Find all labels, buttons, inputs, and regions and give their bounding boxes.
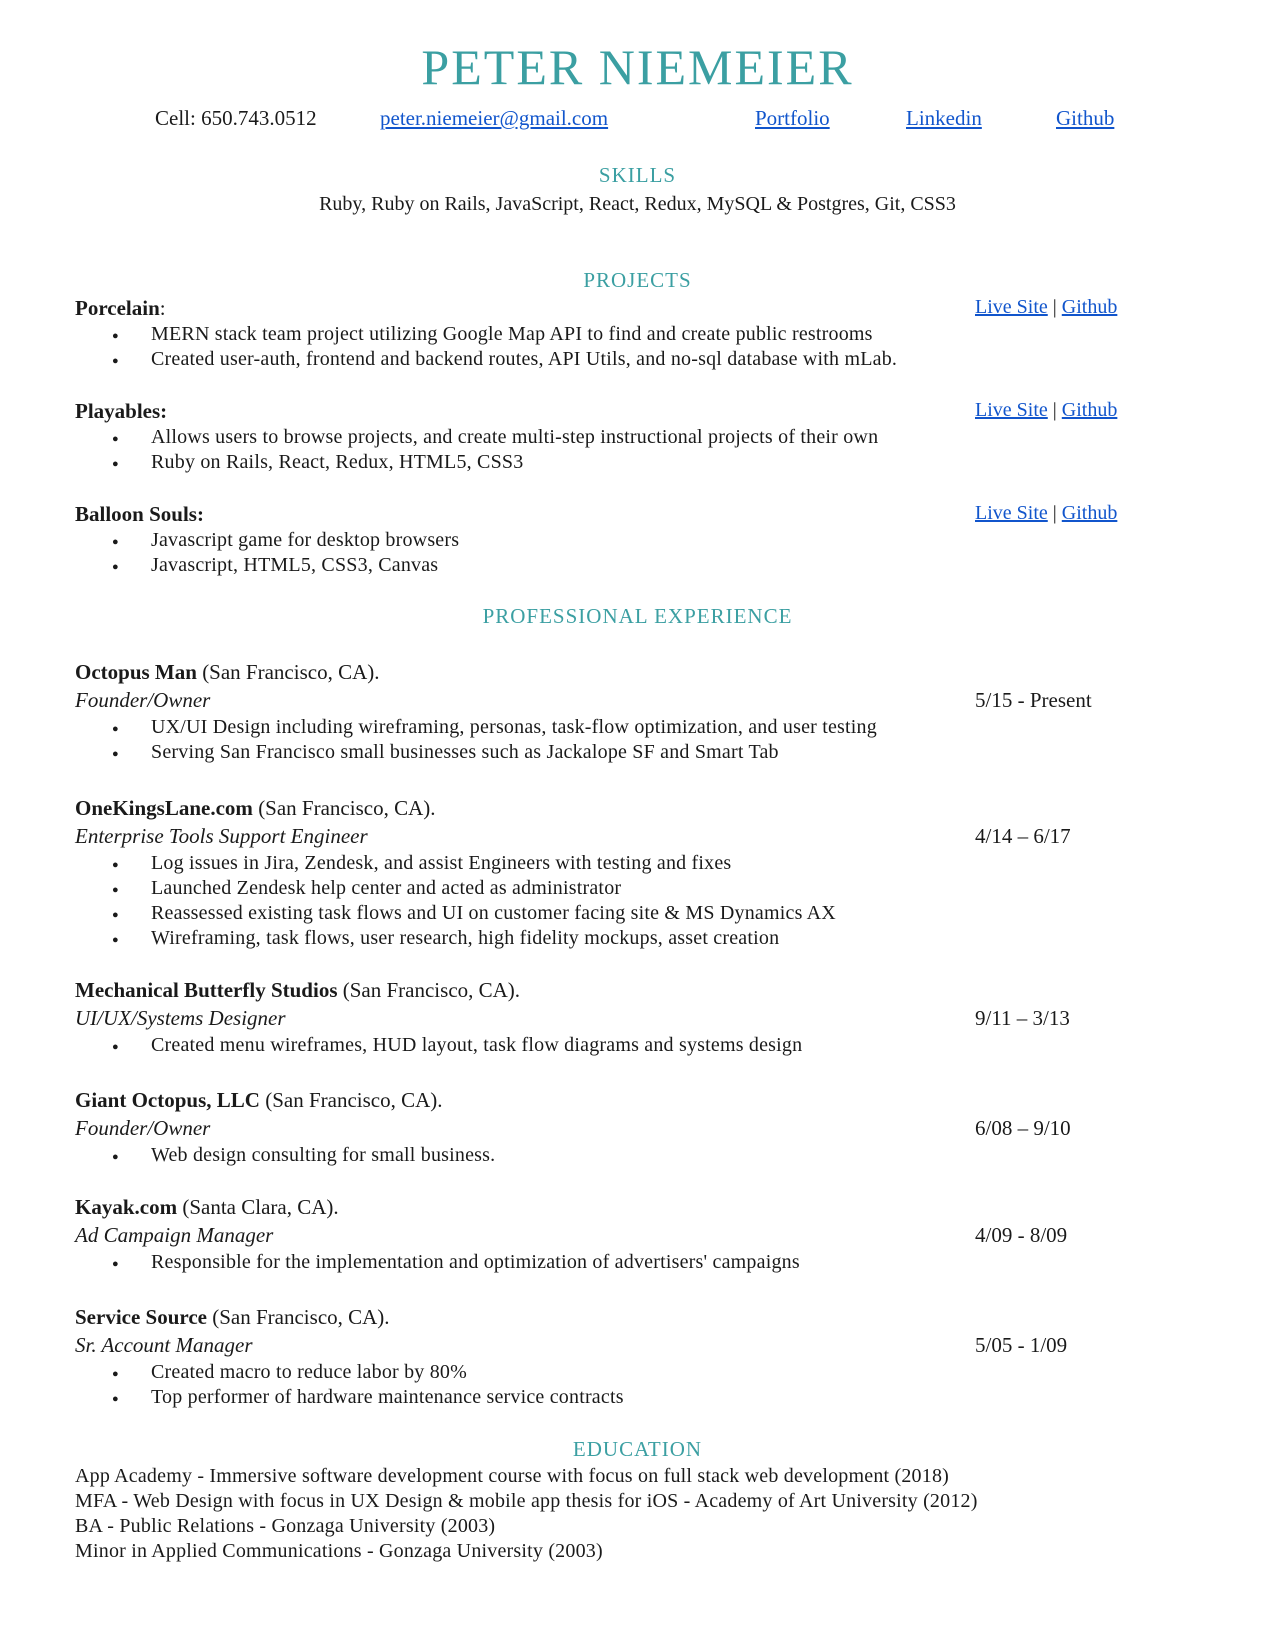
github-link[interactable]: Github — [1056, 106, 1115, 130]
job-role: Enterprise Tools Support Engineer — [75, 824, 368, 848]
email-link[interactable]: peter.niemeier@gmail.com — [380, 106, 609, 130]
cell-phone: Cell: 650.743.0512 — [155, 106, 317, 130]
live-site-link[interactable]: Live Site — [975, 502, 1048, 524]
live-site-link[interactable]: Live Site — [975, 296, 1048, 318]
list-item: ● Top performer of hardware maintenance service contracts — [112, 1386, 624, 1409]
job-role: Founder/Owner — [75, 1116, 211, 1140]
education-line: BA - Public Relations - Gonzaga University (2003) — [75, 1515, 496, 1537]
job-title: Kayak.com (Santa Clara, CA). — [75, 1195, 339, 1219]
skills-heading: SKILLS — [598, 163, 677, 187]
projects-heading: PROJECTS — [583, 268, 692, 292]
list-item: ● Javascript game for desktop browsers — [112, 529, 459, 552]
skills-text: Ruby, Ruby on Rails, JavaScript, React, Redux, MySQL & Postgres, Git, CSS3 — [319, 193, 956, 215]
portfolio-link[interactable]: Portfolio — [755, 106, 830, 130]
list-item: ● Created macro to reduce labor by 80% — [112, 1361, 467, 1384]
education-line: MFA - Web Design with focus in UX Design & mobile app thesis for iOS - Academy of Art University (2012) — [75, 1490, 978, 1512]
job-dates: 9/11 – 3/13 — [975, 1006, 1070, 1030]
education-heading: EDUCATION — [572, 1437, 703, 1461]
list-item: ● Created user-auth, frontend and backend routes, API Utils, and no-sql database with mLab. — [112, 348, 897, 371]
job-title: Service Source (San Francisco, CA). — [75, 1305, 390, 1329]
job-dates: 6/08 – 9/10 — [975, 1116, 1071, 1140]
list-item: ● Web design consulting for small business. — [112, 1144, 495, 1167]
project-links: Live Site | Github — [975, 399, 1118, 421]
list-item: ● Responsible for the implementation and optimization of advertisers' campaigns — [112, 1251, 800, 1274]
job-role: UI/UX/Systems Designer — [75, 1006, 286, 1030]
list-item: ● Javascript, HTML5, CSS3, Canvas — [112, 554, 438, 577]
list-item: ● MERN stack team project utilizing Google Map API to find and create public restrooms — [112, 323, 873, 346]
job-dates: 4/14 – 6/17 — [975, 824, 1071, 848]
experience-heading: PROFESSIONAL EXPERIENCE — [482, 604, 793, 628]
list-item: ● Serving San Francisco small businesses such as Jackalope SF and Smart Tab — [112, 741, 779, 764]
list-item: ● UX/UI Design including wireframing, personas, task-flow optimization, and user testing — [112, 716, 877, 739]
job-role: Ad Campaign Manager — [75, 1223, 274, 1247]
job-title: Giant Octopus, LLC (San Francisco, CA). — [75, 1088, 443, 1112]
project-title: Balloon Souls: — [75, 502, 204, 526]
list-item: ● Log issues in Jira, Zendesk, and assist Engineers with testing and fixes — [112, 852, 731, 875]
project-title: Playables: — [75, 399, 168, 423]
list-item: ● Allows users to browse projects, and create multi-step instructional projects of their own — [112, 426, 878, 449]
list-item: ● Created menu wireframes, HUD layout, task flow diagrams and systems design — [112, 1034, 802, 1057]
resume-name: PETER NIEMEIER — [421, 39, 854, 95]
project-links: Live Site | Github — [975, 502, 1118, 524]
job-dates: 5/05 - 1/09 — [975, 1333, 1068, 1357]
job-title: Mechanical Butterfly Studios (San Francisco, CA). — [75, 978, 521, 1002]
job-dates: 5/15 - Present — [975, 688, 1092, 712]
education-line: App Academy - Immersive software development course with focus on full stack web development (2018) — [75, 1465, 949, 1487]
job-role: Founder/Owner — [75, 688, 211, 712]
project-github-link[interactable]: Github — [1061, 502, 1118, 524]
project-github-link[interactable]: Github — [1061, 399, 1118, 421]
live-site-link[interactable]: Live Site — [975, 399, 1048, 421]
linkedin-link[interactable]: Linkedin — [906, 106, 982, 130]
list-item: ● Launched Zendesk help center and acted as administrator — [112, 877, 621, 900]
list-item: ● Wireframing, task flows, user research, high fidelity mockups, asset creation — [112, 927, 779, 950]
job-title: OneKingsLane.com (San Francisco, CA). — [75, 796, 436, 820]
project-title: Porcelain: — [75, 296, 166, 320]
list-item: ● Ruby on Rails, React, Redux, HTML5, CSS3 — [112, 451, 523, 474]
job-title: Octopus Man (San Francisco, CA). — [75, 660, 380, 684]
project-links: Live Site | Github — [975, 296, 1118, 318]
job-dates: 4/09 - 8/09 — [975, 1223, 1068, 1247]
job-role: Sr. Account Manager — [75, 1333, 253, 1357]
project-github-link[interactable]: Github — [1061, 296, 1118, 318]
education-line: Minor in Applied Communications - Gonzaga University (2003) — [75, 1540, 603, 1562]
list-item: ● Reassessed existing task flows and UI on customer facing site & MS Dynamics AX — [112, 902, 836, 925]
